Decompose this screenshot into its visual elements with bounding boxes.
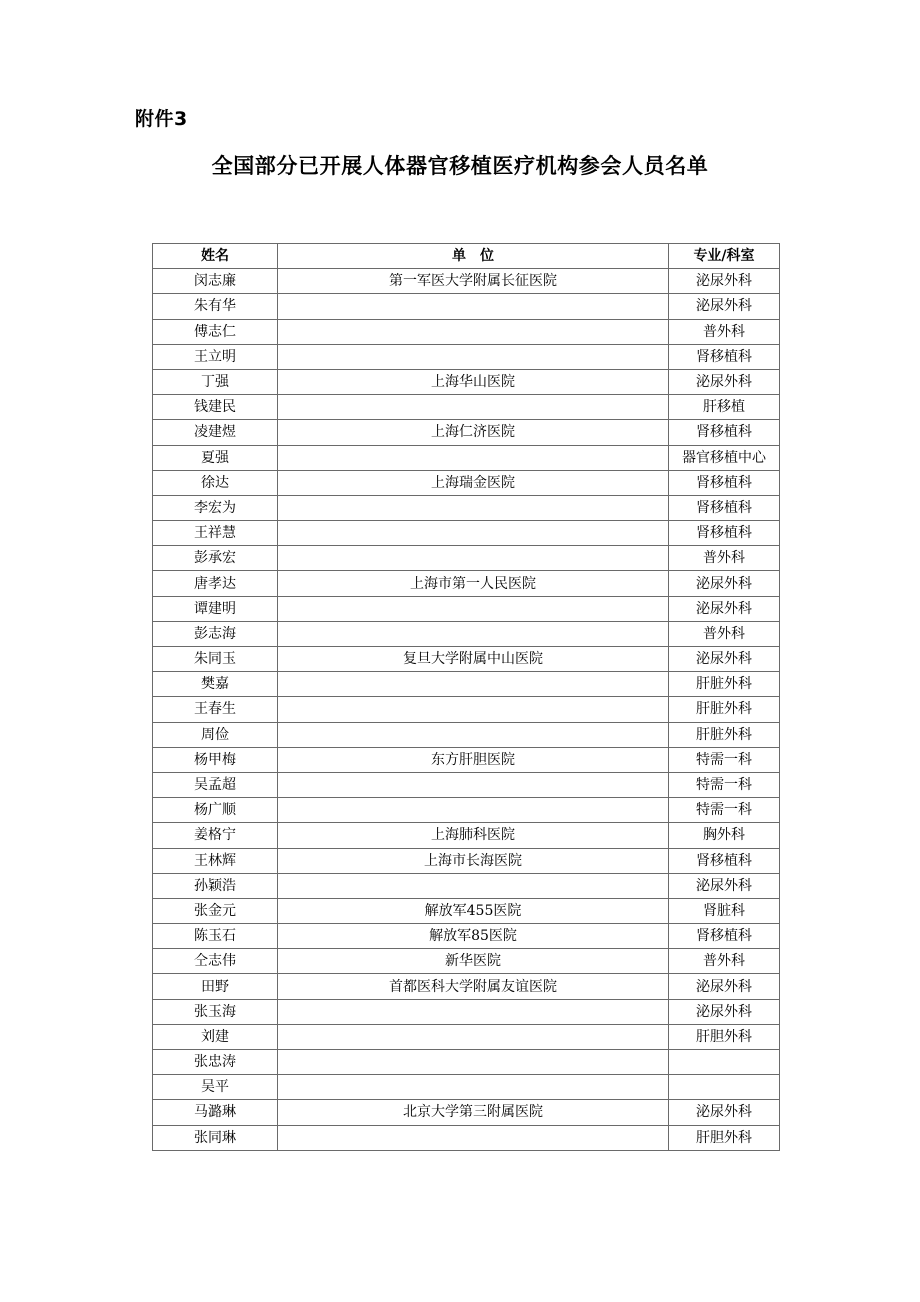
cell-unit xyxy=(278,798,669,823)
cell-dept: 泌尿外科 xyxy=(669,294,780,319)
table-row xyxy=(153,798,780,823)
cell-name: 凌建煜 xyxy=(153,420,278,445)
cell-unit: 上海市第一人民医院 xyxy=(278,571,669,596)
cell-dept: 普外科 xyxy=(669,621,780,646)
table-row xyxy=(153,1075,780,1100)
cell-name: 张玉海 xyxy=(153,999,278,1024)
table-row xyxy=(153,1050,780,1075)
cell-name: 闵志廉 xyxy=(153,269,278,294)
cell-unit: 解放军455医院 xyxy=(278,898,669,923)
cell-dept: 肝胆外科 xyxy=(669,1024,780,1049)
cell-name: 刘建 xyxy=(153,1024,278,1049)
table-row xyxy=(153,823,780,848)
cell-dept: 肾移植科 xyxy=(669,495,780,520)
table-row xyxy=(153,722,780,747)
cell-name: 张忠涛 xyxy=(153,1050,278,1075)
cell-name: 朱有华 xyxy=(153,294,278,319)
table-row xyxy=(153,319,780,344)
cell-unit xyxy=(278,621,669,646)
cell-dept: 肾脏科 xyxy=(669,898,780,923)
cell-name: 王林辉 xyxy=(153,848,278,873)
cell-dept: 泌尿外科 xyxy=(669,1100,780,1125)
cell-unit xyxy=(278,294,669,319)
cell-dept: 普外科 xyxy=(669,546,780,571)
table-row xyxy=(153,621,780,646)
cell-dept: 泌尿外科 xyxy=(669,596,780,621)
table-row xyxy=(153,873,780,898)
cell-name: 傅志仁 xyxy=(153,319,278,344)
cell-unit xyxy=(278,722,669,747)
table-row xyxy=(153,521,780,546)
cell-unit: 上海仁济医院 xyxy=(278,420,669,445)
cell-dept: 泌尿外科 xyxy=(669,647,780,672)
table-row xyxy=(153,1024,780,1049)
cell-name: 王春生 xyxy=(153,697,278,722)
table-body xyxy=(153,269,780,1151)
cell-unit xyxy=(278,999,669,1024)
cell-unit: 解放军85医院 xyxy=(278,924,669,949)
cell-unit: 第一军医大学附属长征医院 xyxy=(278,269,669,294)
column-header-unit: 单 位 xyxy=(278,244,669,269)
cell-dept: 胸外科 xyxy=(669,823,780,848)
cell-name: 吴孟超 xyxy=(153,772,278,797)
cell-unit: 复旦大学附属中山医院 xyxy=(278,647,669,672)
table-row xyxy=(153,999,780,1024)
column-header-name: 姓名 xyxy=(153,244,278,269)
cell-dept: 泌尿外科 xyxy=(669,974,780,999)
cell-unit xyxy=(278,521,669,546)
cell-unit: 新华医院 xyxy=(278,949,669,974)
cell-name: 丁强 xyxy=(153,369,278,394)
cell-unit xyxy=(278,546,669,571)
table-row xyxy=(153,974,780,999)
cell-name: 陈玉石 xyxy=(153,924,278,949)
cell-name: 孙颖浩 xyxy=(153,873,278,898)
cell-name: 姜格宁 xyxy=(153,823,278,848)
cell-name: 田野 xyxy=(153,974,278,999)
cell-unit xyxy=(278,1125,669,1150)
cell-name: 王立明 xyxy=(153,344,278,369)
cell-name: 谭建明 xyxy=(153,596,278,621)
cell-name: 彭承宏 xyxy=(153,546,278,571)
cell-unit xyxy=(278,319,669,344)
cell-unit xyxy=(278,395,669,420)
cell-unit xyxy=(278,873,669,898)
table-row xyxy=(153,269,780,294)
table-row xyxy=(153,420,780,445)
table-row xyxy=(153,672,780,697)
table-row xyxy=(153,647,780,672)
cell-dept: 肝胆外科 xyxy=(669,1125,780,1150)
table-row xyxy=(153,1100,780,1125)
cell-name: 杨广顺 xyxy=(153,798,278,823)
cell-dept: 泌尿外科 xyxy=(669,571,780,596)
cell-dept: 肾移植科 xyxy=(669,521,780,546)
cell-unit xyxy=(278,596,669,621)
cell-dept: 肝脏外科 xyxy=(669,722,780,747)
cell-dept: 泌尿外科 xyxy=(669,269,780,294)
cell-dept: 肝脏外科 xyxy=(669,672,780,697)
cell-name: 周俭 xyxy=(153,722,278,747)
table-row xyxy=(153,445,780,470)
table-row xyxy=(153,596,780,621)
table-header-row xyxy=(153,244,780,269)
cell-name: 仝志伟 xyxy=(153,949,278,974)
cell-dept: 肾移植科 xyxy=(669,848,780,873)
cell-unit: 上海市长海医院 xyxy=(278,848,669,873)
cell-unit xyxy=(278,672,669,697)
cell-dept: 泌尿外科 xyxy=(669,999,780,1024)
cell-unit xyxy=(278,1024,669,1049)
cell-unit: 东方肝胆医院 xyxy=(278,747,669,772)
table-row xyxy=(153,949,780,974)
cell-name: 夏强 xyxy=(153,445,278,470)
participant-table xyxy=(152,243,780,1151)
cell-name: 朱同玉 xyxy=(153,647,278,672)
cell-unit xyxy=(278,344,669,369)
cell-name: 张金元 xyxy=(153,898,278,923)
cell-name: 钱建民 xyxy=(153,395,278,420)
cell-dept: 肾移植科 xyxy=(669,420,780,445)
cell-dept xyxy=(669,1050,780,1075)
table-row xyxy=(153,470,780,495)
cell-dept: 普外科 xyxy=(669,319,780,344)
cell-dept: 肾移植科 xyxy=(669,924,780,949)
cell-unit: 上海华山医院 xyxy=(278,369,669,394)
cell-dept: 特需一科 xyxy=(669,772,780,797)
cell-unit: 北京大学第三附属医院 xyxy=(278,1100,669,1125)
cell-name: 张同琳 xyxy=(153,1125,278,1150)
cell-dept: 肾移植科 xyxy=(669,344,780,369)
table-row xyxy=(153,747,780,772)
cell-name: 彭志海 xyxy=(153,621,278,646)
cell-dept: 特需一科 xyxy=(669,798,780,823)
table-row xyxy=(153,571,780,596)
table-row xyxy=(153,924,780,949)
cell-unit xyxy=(278,495,669,520)
cell-name: 杨甲梅 xyxy=(153,747,278,772)
cell-name: 王祥慧 xyxy=(153,521,278,546)
table-row xyxy=(153,546,780,571)
cell-dept xyxy=(669,1075,780,1100)
cell-dept: 肝脏外科 xyxy=(669,697,780,722)
cell-unit xyxy=(278,1075,669,1100)
document-title: 全国部分已开展人体器官移植医疗机构参会人员名单 xyxy=(211,154,709,178)
cell-dept: 肝移植 xyxy=(669,395,780,420)
cell-name: 唐孝达 xyxy=(153,571,278,596)
cell-name: 樊嘉 xyxy=(153,672,278,697)
table-row xyxy=(153,395,780,420)
cell-dept: 泌尿外科 xyxy=(669,369,780,394)
cell-unit xyxy=(278,1050,669,1075)
attachment-label: 附件3 xyxy=(135,108,188,130)
cell-dept: 泌尿外科 xyxy=(669,873,780,898)
table-row xyxy=(153,495,780,520)
table-row xyxy=(153,697,780,722)
cell-name: 李宏为 xyxy=(153,495,278,520)
table-row xyxy=(153,898,780,923)
cell-name: 吴平 xyxy=(153,1075,278,1100)
cell-dept: 特需一科 xyxy=(669,747,780,772)
cell-unit: 上海肺科医院 xyxy=(278,823,669,848)
table-row xyxy=(153,294,780,319)
cell-dept: 普外科 xyxy=(669,949,780,974)
cell-name: 徐达 xyxy=(153,470,278,495)
cell-unit xyxy=(278,697,669,722)
cell-unit: 首都医科大学附属友谊医院 xyxy=(278,974,669,999)
table-row xyxy=(153,369,780,394)
column-header-dept: 专业/科室 xyxy=(669,244,780,269)
table-row xyxy=(153,1125,780,1150)
cell-dept: 器官移植中心 xyxy=(669,445,780,470)
table-row xyxy=(153,344,780,369)
cell-name: 马潞琳 xyxy=(153,1100,278,1125)
table-row xyxy=(153,772,780,797)
cell-unit: 上海瑞金医院 xyxy=(278,470,669,495)
cell-unit xyxy=(278,445,669,470)
table-row xyxy=(153,848,780,873)
cell-unit xyxy=(278,772,669,797)
cell-dept: 肾移植科 xyxy=(669,470,780,495)
